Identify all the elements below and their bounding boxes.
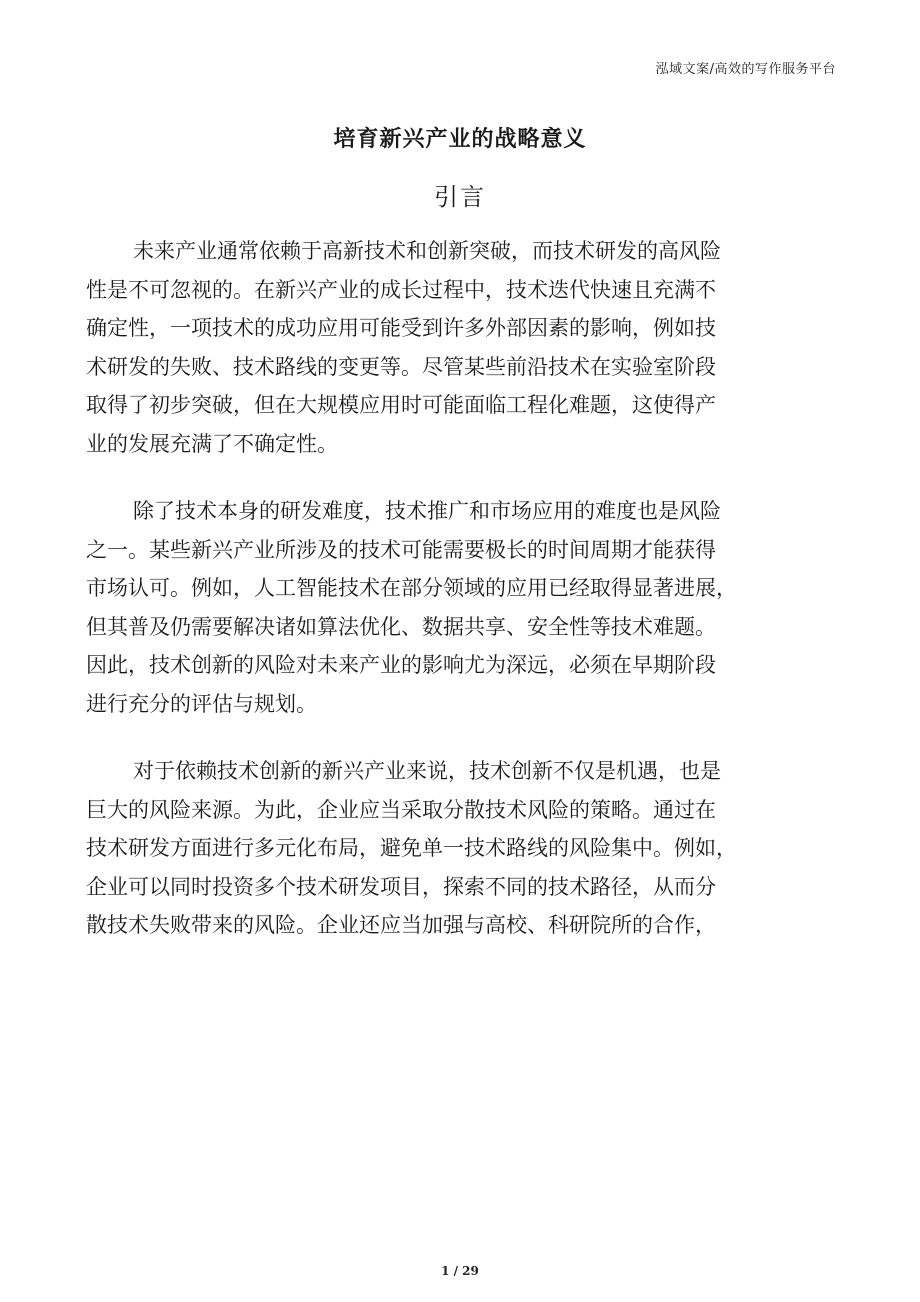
document-body [86,232,846,974]
paragraph-line: 业的发展充满了不确定性。 [86,431,338,456]
paragraph-line: 巨大的风险来源。为此，企业应当采取分散技术风险的策略。通过在 [86,797,716,822]
paragraph-line: 散技术失败带来的风险。企业还应当加强与高校、科研院所的合作， [86,913,716,937]
document-title: 培育新兴产业的战略意义 [333,127,587,152]
paragraph-3 [86,752,846,945]
paragraph-2 [86,492,846,723]
paragraph-1 [86,232,846,463]
paragraph-line: 进行充分的评估与规划。 [86,691,317,716]
page-header-site-label: 泓域文案/高效的写作服务平台 [655,62,836,77]
section-heading-introduction: 引言 [434,183,486,211]
paragraph-line: 对于依赖技术创新的新兴产业来说，技术创新不仅是机遇，也是 [133,759,721,783]
paragraph-line: 除了技术本身的研发难度，技术推广和市场应用的难度也是风险 [133,499,721,523]
paragraph-line: 确定性，一项技术的成功应用可能受到许多外部因素的影响，例如技 [86,316,716,340]
paragraph-line: 企业可以同时投资多个技术研发项目，探索不同的技术路径，从而分 [86,874,716,899]
paragraph-line: 因此，技术创新的风险对未来产业的影响尤为深远，必须在早期阶段 [86,653,716,677]
paragraph-line: 但其普及仍需要解决诸如算法优化、数据共享、安全性等技术难题。 [86,614,716,639]
paragraph-line: 技术研发方面进行多元化布局，避免单一技术路线的风险集中。例如， [86,836,737,860]
paragraph-line: 性是不可忽视的。在新兴产业的成长过程中，技术迭代快速且充满不 [86,277,716,302]
paragraph-line: 术研发的失败、技术路线的变更等。尽管某些前沿技术在实验室阶段 [86,354,716,379]
paragraph-line: 市场认可。例如，人工智能技术在部分领域的应用已经取得显著进展， [86,576,737,600]
page-number: 1 / 29 [441,1264,479,1278]
paragraph-line: 之一。某些新兴产业所涉及的技术可能需要极长的时间周期才能获得 [86,537,716,562]
paragraph-line: 未来产业通常依赖于高新技术和创新突破，而技术研发的高风险 [133,239,721,263]
paragraph-line: 取得了初步突破，但在大规模应用时可能面临工程化难题，这使得产 [86,393,716,417]
